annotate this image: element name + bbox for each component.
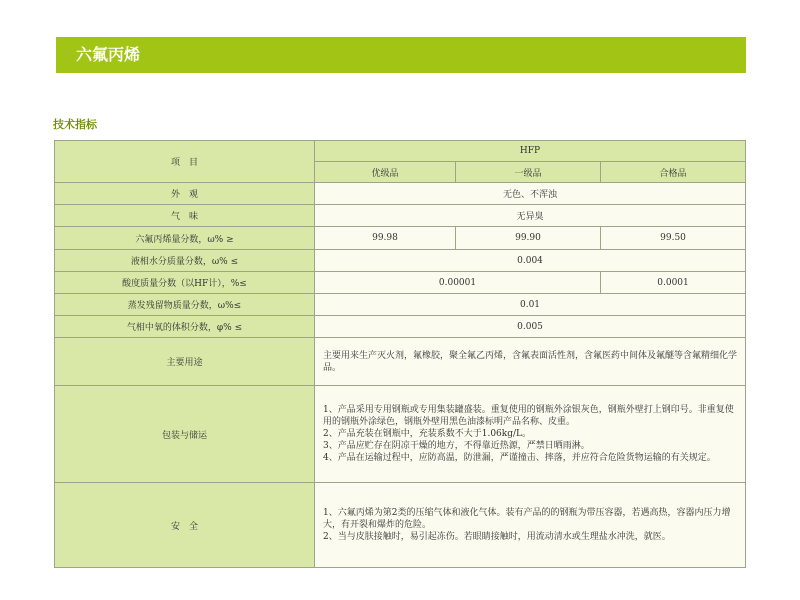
row-value: 0.004 xyxy=(315,250,746,272)
row-label: 外 观 xyxy=(55,183,315,205)
row-label: 六氟丙烯量分数，ω% ≥ xyxy=(55,227,315,250)
safety-line: 2、当与皮肤接触时，易引起冻伤。若眼睛接触时，用流动清水或生理盐水冲洗，就医。 xyxy=(323,532,671,542)
table-row-usage xyxy=(55,338,746,386)
packaging-line: 4、产品在运输过程中，应防高温，防泄漏，严谨撞击、摔落，并应符合危险货物运输的有关规定。 xyxy=(323,453,716,463)
packaging-line: 2、产品充装在钢瓶中，充装系数不大于1.06kg/L。 xyxy=(323,429,531,439)
packaging-line: 3、产品应贮存在阴凉干燥的地方，不得靠近热源，严禁日晒雨淋。 xyxy=(323,441,590,451)
section-heading: 技术指标 xyxy=(53,118,97,131)
row-label: 安 全 xyxy=(55,483,315,568)
table-row-water xyxy=(55,250,746,272)
grade-header-first: 一级品 xyxy=(456,162,601,183)
row-label: 酸度质量分数（以HF计），%≤ xyxy=(55,272,315,294)
table-row-safety xyxy=(55,483,746,568)
row-value: 无异臭 xyxy=(315,205,746,227)
row-label: 包装与储运 xyxy=(55,386,315,483)
page-title: 六氟丙烯 xyxy=(76,45,141,64)
table-row-residue xyxy=(55,294,746,316)
row-value-premium: 99.98 xyxy=(315,227,456,250)
row-value-first: 99.90 xyxy=(456,227,601,250)
spec-table xyxy=(54,140,746,568)
table-row-oxygen xyxy=(55,316,746,338)
row-text xyxy=(315,483,746,568)
row-text: 主要用来生产灭火剂，氟橡胶，聚全氟乙丙烯，含氟表面活性剂，含氟医药中间体及氟醚等含氟精细化学品。 xyxy=(315,338,746,386)
packaging-line: 1、产品采用专用钢瓶或专用集装罐盛装。重复使用的钢瓶外涂银灰色，钢瓶外壁打上钢印号。非重复使用的钢瓶外涂绿色，钢瓶外壁用黑色油漆标明产品名称、皮重。 xyxy=(323,405,734,427)
page-title-banner xyxy=(56,37,746,73)
table-row-acidity xyxy=(55,272,746,294)
grade-header-qualified: 合格品 xyxy=(601,162,746,183)
table-row-appearance xyxy=(55,183,746,205)
grade-header-premium: 优级品 xyxy=(315,162,456,183)
item-header: 项 目 xyxy=(55,141,315,183)
row-value-premium-first: 0.00001 xyxy=(315,272,601,294)
row-value-qualified: 0.0001 xyxy=(601,272,746,294)
row-label: 气相中氧的体积分数，φ% ≤ xyxy=(55,316,315,338)
row-label: 蒸发残留物质量分数，ω%≤ xyxy=(55,294,315,316)
group-header: HFP xyxy=(315,141,746,162)
row-value: 0.01 xyxy=(315,294,746,316)
table-row-odor xyxy=(55,205,746,227)
row-label: 液相水分质量分数，ω% ≤ xyxy=(55,250,315,272)
table-row-packaging xyxy=(55,386,746,483)
row-value-qualified: 99.50 xyxy=(601,227,746,250)
row-text xyxy=(315,386,746,483)
row-value: 0.005 xyxy=(315,316,746,338)
row-label: 气 味 xyxy=(55,205,315,227)
table-header-row xyxy=(55,141,746,162)
safety-line: 1、六氟丙烯为第2类的压缩气体和液化气体。装有产品的的钢瓶为带压容器，若遇高热，容器内压力增大，有开裂和爆炸的危险。 xyxy=(323,508,731,530)
row-label: 主要用途 xyxy=(55,338,315,386)
row-value: 无色、不浑浊 xyxy=(315,183,746,205)
table-row-purity xyxy=(55,227,746,250)
